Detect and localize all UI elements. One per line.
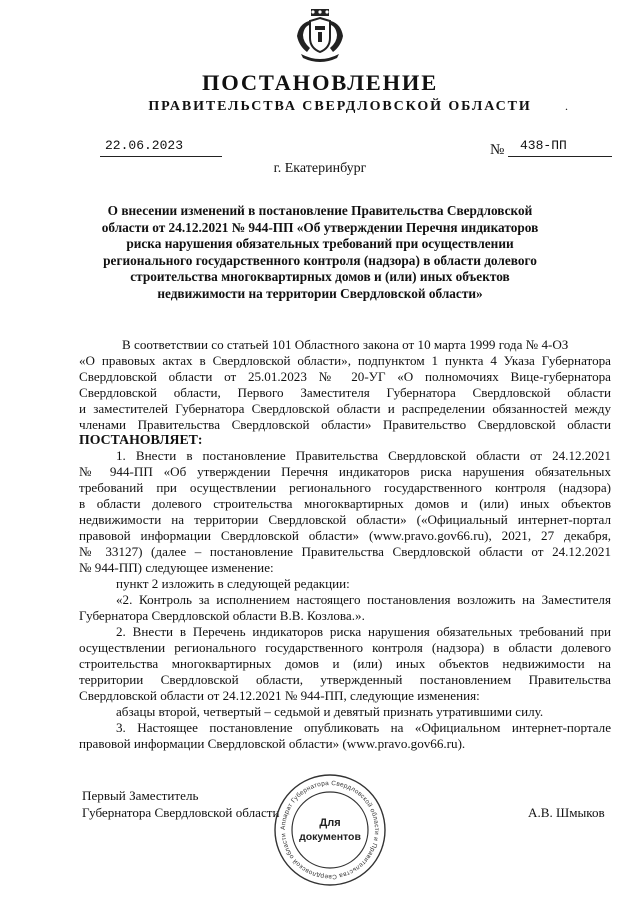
body-line: членами Правительства Свердловской области» Правительство Свердловской области <box>79 417 611 432</box>
body-line: абзацы второй, четвертый – седьмой и девятый признать утратившими силу. <box>116 704 544 719</box>
document-number: 438-ПП <box>520 138 567 153</box>
body-line: В соответствии со статьей 101 Областного закона от 10 марта 1999 года № 4-ОЗ <box>122 337 569 352</box>
svg-text:Аппарат Губернатора Свердловск <box>280 780 380 880</box>
number-underline <box>508 156 612 157</box>
body-line: территории Свердловской области, утвержденный постановлением Правительства <box>79 672 611 687</box>
body-line: правовой информации Свердловской области» (www.pravo.gov66.ru). <box>79 736 466 751</box>
body-line: «О правовых актах в Свердловской области», подпунктом 1 пункта 4 Указа Губернатора <box>79 353 611 368</box>
stamp-center-line1: Для <box>319 817 341 829</box>
body-line: Губернатора Свердловской области В.В. Козлова.». <box>79 608 365 623</box>
body-line: № 944-ПП) следующее изменение: <box>79 560 274 575</box>
city: г. Екатеринбург <box>273 161 367 176</box>
body-line: «2. Контроль за исполнением настоящего постановления возложить на Заместителя <box>116 592 611 607</box>
body-line: 3. Настоящее постановление опубликовать на «Официальном интернет-портале <box>116 720 611 735</box>
subtitle-mark: . <box>565 99 568 113</box>
body-line: недвижимости на территории Свердловской области» («Официальный интернет-портал <box>79 512 611 527</box>
body-line: Свердловской области от 25.01.2023 № 20-УГ «О полномочиях Вице-губернатора <box>79 369 611 384</box>
body-line: Свердловской области, Первого Заместителя Губернатора Свердловской области <box>79 385 611 400</box>
number-label: № <box>490 142 505 158</box>
document-subtitle: ПРАВИТЕЛЬСТВА СВЕРДЛОВСКОЙ ОБЛАСТИ <box>148 99 532 114</box>
signer-position-line1: Первый Заместитель <box>82 788 199 803</box>
signer-position-line2: Губернатора Свердловской области <box>82 804 280 820</box>
body-line: правовой информации Свердловской области» (www.pravo.gov66.ru), 2021, 27 декабря, <box>79 528 611 543</box>
body-line: Свердловской области от 24.12.2021 № 944-ПП, следующие изменения: <box>79 688 480 703</box>
stamp-center-line2: документов <box>299 831 361 843</box>
body-line: 2. Внести в Перечень индикаторов риска нарушения обязательных требований при <box>116 624 611 639</box>
body-line: пункт 2 изложить в следующей редакции: <box>116 576 350 591</box>
body-line: строительства многоквартирных домов и (или) иных объектов недвижимости на <box>79 656 611 671</box>
body-line: требований при осуществлении регионального государственного контроля (надзора) <box>79 480 611 495</box>
signer-position <box>82 788 279 821</box>
coat-of-arms-icon <box>293 8 347 64</box>
body-line: № 944-ПП «Об утверждении Перечня индикаторов риска нарушения обязательных <box>79 464 611 479</box>
body-line: и заместителей Губернатора Свердловской области и распределении обязанностей между <box>79 401 611 416</box>
body-line: осуществлении регионального государственного контроля (надзора) в области долевого <box>79 640 611 655</box>
body-line-decree: ПОСТАНОВЛЯЕТ: <box>79 432 203 447</box>
official-stamp-icon <box>272 772 388 888</box>
body-line: 1. Внести в постановление Правительства Свердловской области от 24.12.2021 <box>116 448 611 463</box>
signer-name: А.В. Шмыков <box>528 805 605 820</box>
document-title: ПОСТАНОВЛЕНИЕ <box>202 70 438 95</box>
document-date: 22.06.2023 <box>105 138 184 153</box>
document-heading: О внесении изменений в постановление Правительства Свердловской области от 24.12.2021 № 944-ПП «Об утверждении Перечня индикаторов риска нарушения обязательных требований при осуществлении регионального государственного контроля (надзора) в области долевого строительства многоквартирных домов и (или) иных объектов недвижимости на территории Свердловской области» <box>101 203 539 301</box>
body-line: № 33127) (далее – постановление Правительства Свердловской области от 24.12.2021 <box>79 544 611 559</box>
date-underline <box>100 156 222 157</box>
stamp-ring-text: Аппарат Губернатора Свердловской области и Правительства Свердловской области <box>279 779 381 881</box>
body-line: в области долевого строительства многоквартирных домов и (или) иных объектов <box>79 496 611 511</box>
